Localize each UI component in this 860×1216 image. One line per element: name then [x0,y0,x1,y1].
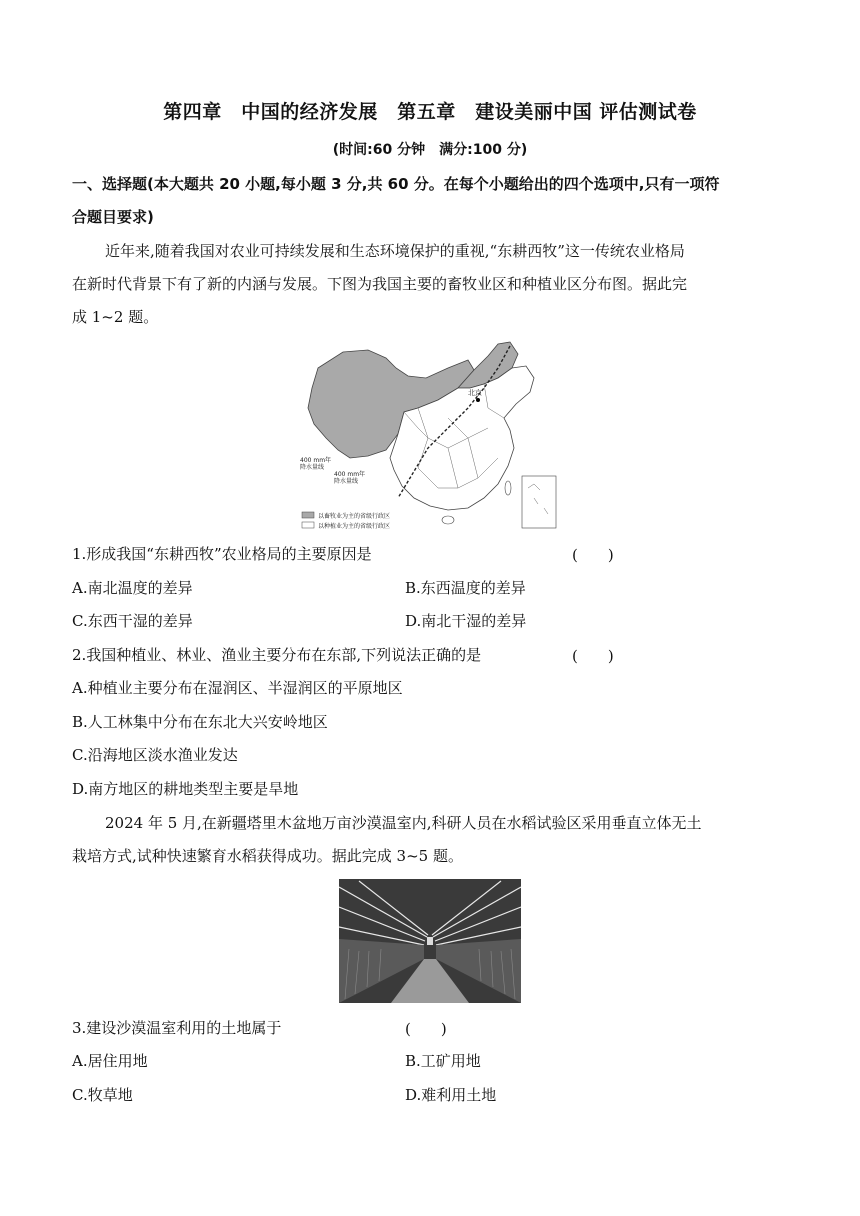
map-graphic [298,338,560,534]
question-2-stem: 2.我国种植业、林业、渔业主要分布在东部,下列说法正确的是 [72,646,482,664]
legend-swatch-crop [302,522,314,528]
map-label-400mm-a-2: 降水量线 [300,464,325,471]
passage-line: 近年来,随着我国对农业可持续发展和生态环境保护的重视,“东耕西牧”这一传统农业格局 [105,242,685,260]
legend-label-crop: 以种植业为主的省级行政区 [318,523,391,530]
option-3a: A.居住用地 [72,1052,148,1070]
option-3b: B.工矿用地 [405,1052,481,1070]
question-3-answer-paren: ( ) [405,1020,447,1038]
map-label-400mm-a: 400 mm年 [300,457,332,464]
section-heading-cont: 合题目要求) [72,208,154,226]
question-3-stem: 3.建设沙漠温室利用的土地属于 [72,1019,282,1037]
question-2-answer-paren: ( ) [572,647,614,665]
option-2a: A.种植业主要分布在湿润区、半湿润区的平原地区 [72,679,403,697]
passage-line: 2024 年 5 月,在新疆塔里木盆地万亩沙漠温室内,科研人员在水稻试验区采用垂直立体无土 [105,814,702,832]
option-1c: C.东西干湿的差异 [72,612,193,630]
option-3c: C.牧草地 [72,1086,133,1104]
map-label-400mm-b: 400 mm年 [334,471,366,478]
hainan-island [442,516,454,524]
passage-line: 栽培方式,试种快速繁育水稻获得成功。据此完成 3~5 题。 [72,847,463,865]
china-agriculture-map [298,338,560,534]
passage-line: 在新时代背景下有了新的内涵与发展。下图为我国主要的畜牧业区和种植业区分布图。据此完 [72,275,688,293]
map-label-beijing: 北京 [468,389,482,397]
option-1d: D.南北干湿的差异 [405,612,527,630]
option-2d: D.南方地区的耕地类型主要是旱地 [72,780,299,798]
option-2c: C.沿海地区淡水渔业发达 [72,746,238,764]
taiwan-island [505,481,511,495]
page-title: 第四章 中国的经济发展 第五章 建设美丽中国 评估测试卷 [163,101,697,123]
option-3d: D.难利用土地 [405,1086,497,1104]
legend-label-livestock: 以畜牧业为主的省级行政区 [318,513,391,520]
option-2b: B.人工林集中分布在东北大兴安岭地区 [72,713,328,731]
map-label-400mm-b-2: 降水量线 [334,478,359,485]
passage-line: 成 1~2 题。 [72,308,159,326]
option-1b: B.东西温度的差异 [405,579,526,597]
question-1-stem: 1.形成我国“东耕西牧”农业格局的主要原因是 [72,545,372,563]
greenhouse-photo [339,879,521,1003]
question-1-answer-paren: ( ) [572,546,614,564]
legend-swatch-livestock [302,512,314,518]
exam-time-score: (时间:60 分钟 满分:100 分) [332,142,528,158]
beijing-marker-icon [476,398,480,402]
option-1a: A.南北温度的差异 [72,579,193,597]
photo-graphic [339,879,521,1003]
section-heading: 一、选择题(本大题共 20 小题,每小题 3 分,共 60 分。在每个小题给出的四个选项中,只有一项符 [72,175,720,193]
south-china-sea-inset [522,476,556,528]
